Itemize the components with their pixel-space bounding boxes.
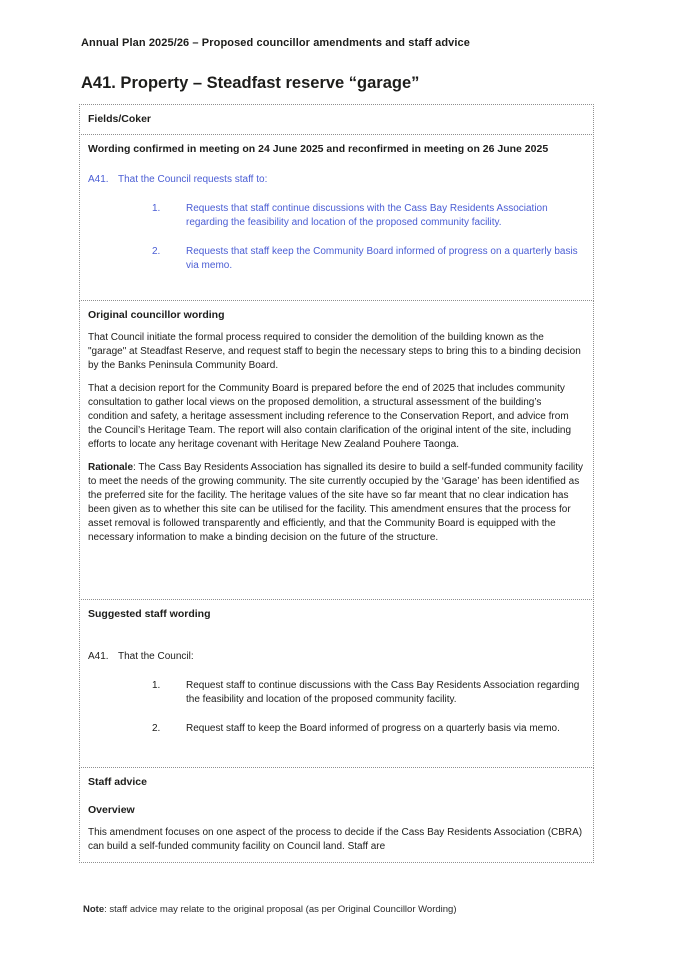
motion-intro-text: That the Council requests staff to: [118, 174, 268, 185]
staff-advice-paragraph: This amendment focuses on one aspect of the process to decide if the Cass Bay Residents Association (CBRA) can build a self-funded community facility on Council land. Staff are [88, 827, 583, 852]
confirmed-motion-intro [88, 173, 584, 187]
table-row-original-wording [79, 300, 594, 600]
table-row-suggested-wording [79, 599, 594, 768]
motion-number: A41. [88, 651, 109, 662]
original-wording-paragraph: That Council initiate the formal process required to consider the demolition of the building known as the "garage" at Steadfast Reserve, and request staff to begin the necessary steps to bring this to a binding decision by the Banks Peninsula Community Board. [88, 332, 581, 371]
list-item [88, 202, 584, 230]
list-item-number: 2. [152, 246, 161, 257]
footer-note-label: Note [83, 904, 105, 915]
rationale-paragraph [88, 461, 584, 545]
motion-number: A41. [88, 174, 109, 185]
confirmed-wording-heading: Wording confirmed in meeting on 24 June 2025 and reconfirmed in meeting on 26 June 2025 [88, 143, 549, 155]
amendment-table [79, 104, 594, 863]
rationale-text: : The Cass Bay Residents Association has signalled its desire to build a self-funded community facility to meet the needs of the growing community. The site currently occupied by the ‘Garage’ has been identified as the preferred site for the facility. The heritage values of the site have so far meant that no clear indication has been given as to whether this site can be utilised for the facility. This amendment ensures that the process for asset removal is followed transparently and efficiently, and that the Community Board is equipped with the necessary information to make a binding decision on the future of the structure. [88, 462, 584, 543]
list-item-text: Requests that staff keep the Community Board informed of progress on a quarterly basis via memo. [186, 246, 578, 271]
staff-advice-subheading: Overview [88, 804, 135, 816]
original-wording-heading: Original councillor wording [88, 309, 225, 321]
rationale-label: Rationale [88, 462, 134, 473]
footer-note [83, 903, 596, 916]
list-item-text: Request staff to keep the Board informed of progress on a quarterly basis via memo. [186, 723, 560, 734]
list-item-number: 1. [152, 203, 161, 214]
page-title: A41. Property – Steadfast reserve “garage” [81, 74, 420, 92]
table-row-staff-advice [79, 767, 594, 863]
list-item [88, 245, 584, 273]
list-item [88, 722, 584, 736]
list-item-text: Requests that staff continue discussions with the Cass Bay Residents Association regarding the feasibility and location of the proposed community facility. [186, 203, 548, 228]
document-header: Annual Plan 2025/26 – Proposed councillor amendments and staff advice [81, 37, 470, 49]
staff-advice-heading: Staff advice [88, 776, 147, 788]
proposer-name: Fields/Coker [88, 113, 152, 125]
motion-intro-text: That the Council: [118, 651, 194, 662]
list-item [88, 679, 584, 707]
original-wording-paragraph: That a decision report for the Community Board is prepared before the end of 2025 that includes community consultation to gather local views on the proposed demolition, a structural assessment of the building’s condition and safety, a heritage assessment including reference to the Conservation Report, and advice from the Council’s Heritage Team. The report will also contain clarification of the original intent of the site, including efforts to locate any heritage covenant with Heritage New Zealand Pouhere Taonga. [88, 383, 572, 450]
table-row-confirmed-wording [79, 134, 594, 301]
table-row-proposer [79, 104, 594, 135]
suggested-wording-heading: Suggested staff wording [88, 608, 211, 620]
footer-note-text: : staff advice may relate to the original proposal (as per Original Councillor Wording) [104, 904, 457, 915]
suggested-motion-intro [88, 650, 584, 664]
list-item-text: Request staff to continue discussions with the Cass Bay Residents Association regarding the feasibility and location of the proposed community facility. [186, 680, 580, 705]
list-item-number: 1. [152, 680, 161, 691]
list-item-number: 2. [152, 723, 161, 734]
